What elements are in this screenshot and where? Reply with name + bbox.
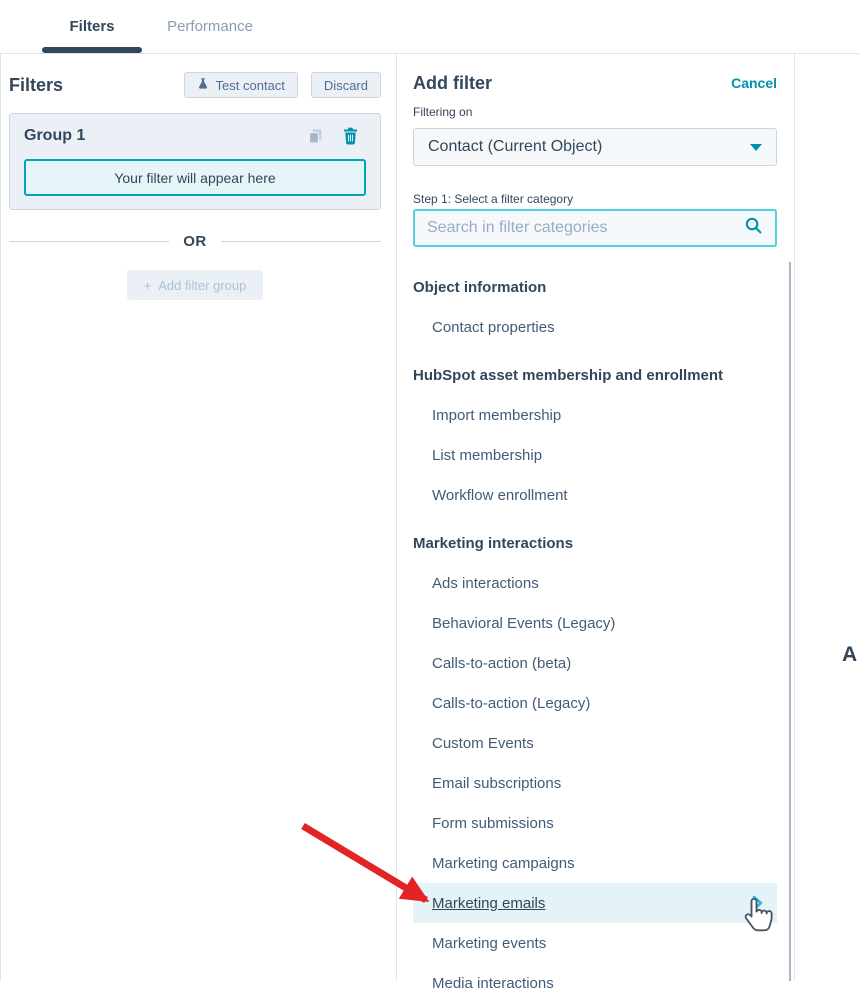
filter-group-card	[9, 113, 381, 210]
category-item-media-interactions[interactable]	[413, 963, 777, 1003]
category-item-label: Marketing events	[432, 934, 547, 952]
category-item-label: Email subscriptions	[432, 774, 562, 792]
category-item-workflow-enrollment[interactable]	[413, 475, 777, 515]
or-divider	[9, 232, 381, 250]
category-item-label: Marketing campaigns	[432, 854, 575, 872]
trash-icon[interactable]	[343, 127, 358, 145]
category-item-label: Marketing emails	[432, 894, 546, 912]
filter-group-header	[24, 126, 366, 146]
add-filter-group-button[interactable]	[127, 270, 264, 300]
filter-group-icons	[307, 127, 366, 145]
divider-line	[221, 241, 381, 242]
category-item-label: Custom Events	[432, 734, 534, 752]
category-item-label: Import membership	[432, 406, 562, 424]
category-item-contact-properties[interactable]	[413, 307, 777, 347]
category-section-header: HubSpot asset membership and enrollment	[413, 366, 724, 384]
flask-icon	[197, 77, 209, 93]
category-item-label: Calls-to-action (beta)	[432, 654, 572, 672]
search-input[interactable]	[427, 219, 744, 237]
discard-label: Discard	[323, 77, 368, 93]
filters-panel-actions	[184, 72, 381, 98]
category-item-ads-interactions[interactable]	[413, 563, 777, 603]
test-contact-label: Test contact	[215, 77, 285, 93]
add-filter-title: Add filter	[413, 72, 492, 93]
add-filter-header	[413, 72, 777, 94]
filter-placeholder-text: Your filter will appear here	[114, 169, 276, 186]
filtering-on-label: Filtering on	[413, 105, 473, 119]
category-item-email-subscriptions[interactable]	[413, 763, 777, 803]
filter-group-title: Group 1	[24, 127, 86, 144]
category-item-label: Calls-to-action (Legacy)	[432, 694, 591, 712]
test-contact-button[interactable]	[184, 72, 298, 98]
category-item-form-submissions[interactable]	[413, 803, 777, 843]
add-filter-group-label: Add filter group	[158, 277, 247, 293]
category-item-behavioral-events-legacy-[interactable]	[413, 603, 777, 643]
category-item-label: Form submissions	[432, 814, 554, 832]
search-box	[413, 209, 777, 247]
category-item-calls-to-action-legacy-[interactable]	[413, 683, 777, 723]
partial-letter: A	[842, 643, 858, 666]
tab-performance[interactable]	[160, 0, 260, 53]
category-item-label: Ads interactions	[432, 574, 539, 592]
discard-button[interactable]	[311, 72, 381, 98]
tab-filters[interactable]	[42, 0, 142, 53]
copy-icon[interactable]	[307, 128, 323, 144]
search-icon[interactable]	[744, 216, 763, 240]
category-item-marketing-emails[interactable]	[413, 883, 777, 923]
filter-category-list	[413, 267, 777, 1003]
category-item-label: Contact properties	[432, 318, 555, 336]
active-tab-underline	[42, 47, 142, 53]
tab-performance-label: Performance	[167, 18, 253, 35]
tab-filters-label: Filters	[69, 18, 115, 35]
category-item-label: Workflow enrollment	[432, 486, 568, 504]
category-section-header: Marketing interactions	[413, 534, 574, 552]
filters-panel-title: Filters	[9, 74, 64, 95]
or-divider-label: OR	[183, 232, 207, 250]
category-item-calls-to-action-beta-[interactable]	[413, 643, 777, 683]
category-section-header: Object information	[413, 278, 547, 296]
object-selector-dropdown[interactable]	[413, 128, 777, 166]
plus-icon: +	[143, 277, 152, 293]
category-item-import-membership[interactable]	[413, 395, 777, 435]
cancel-link[interactable]: Cancel	[731, 75, 777, 91]
object-selector-value: Contact (Current Object)	[428, 138, 603, 155]
category-item-marketing-events[interactable]	[413, 923, 777, 963]
category-item-label: Behavioral Events (Legacy)	[432, 614, 616, 632]
category-item-list-membership[interactable]	[413, 435, 777, 475]
category-item-marketing-campaigns[interactable]	[413, 843, 777, 883]
chevron-right-icon	[749, 894, 765, 912]
add-filter-panel	[397, 54, 795, 992]
category-item-custom-events[interactable]	[413, 723, 777, 763]
category-item-label: List membership	[432, 446, 543, 464]
filters-panel	[0, 54, 397, 981]
scrollbar[interactable]	[789, 262, 791, 981]
category-item-label: Media interactions	[432, 974, 554, 992]
filter-placeholder-box[interactable]	[24, 159, 366, 196]
divider-line	[9, 241, 169, 242]
tab-bar	[0, 0, 860, 54]
step-label: Step 1: Select a filter category	[413, 192, 574, 206]
caret-down-icon	[750, 144, 762, 151]
filters-panel-header	[9, 72, 381, 98]
